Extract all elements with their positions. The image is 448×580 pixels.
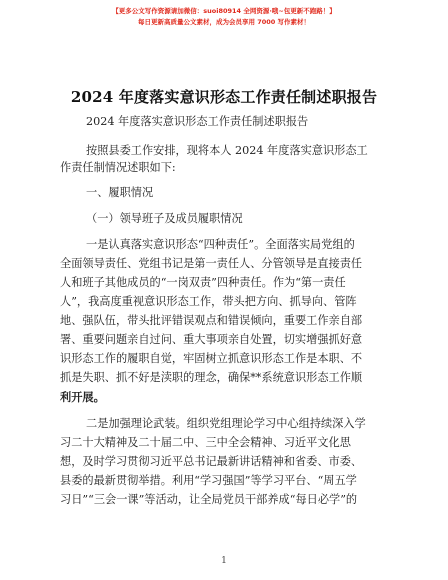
body-line: 地、强队伍，带头批评错误观点和错误倾向，重要工作亲自部: [60, 314, 363, 327]
body-line: 人”，我高度重视意识形态工作，带头把方向、抓导向、管阵: [60, 295, 357, 308]
body-line: 利开展。: [60, 390, 105, 404]
banner-line-1: 【更多公文写作资源请加微信：suoi80914 全网资源·哦~包更新不跑路！】: [112, 7, 336, 15]
body-line: 二是加强理论武装。组织党组理论学习中心组持续深入学: [86, 417, 366, 430]
body-line: 署、重要问题亲自过问、重大事项亲自处置，切实增强抓好意: [60, 333, 363, 346]
body-line: 县委的最新贯彻举措。利用“学习强国”等学习平台、“周五学: [60, 474, 357, 487]
body-line: 作责任制情况述职如下:: [60, 161, 176, 174]
body-line: 习日”“三会一课”等活动，让全局党员干部养成“每日必学”的: [60, 493, 358, 506]
body-line: 人和班子其他成员的“一岗双责”四种责任。作为“第一责任: [60, 276, 346, 289]
document-title: 2024 年度落实意识形态工作责任制述职报告: [70, 88, 378, 106]
body-line: 想，及时学习贯彻习近平总书记最新讲话精神和省委、市委、: [60, 455, 363, 468]
body-line: 按照县委工作安排，现将本人 2024 年度落实意识形态工: [86, 144, 368, 157]
body-line: 识形态工作的履职自觉，牢固树立抓意识形态工作是本职、不: [60, 352, 363, 365]
subsection-heading: （一）领导班子及成员履职情况: [86, 212, 243, 225]
body-line: 抓是失职、抓不好是渎职的理念，确保**系统意识形态工作顺: [60, 371, 363, 384]
body-line: 习二十大精神及二十届二中、三中全会精神、习近平文化思: [60, 436, 351, 449]
body-line: 全面领导责任、党组书记是第一责任人、分管领导是直接责任: [60, 257, 363, 270]
banner-line-2: 每日更新高质量公文素材，成为会员享用 7000 写作素材！: [137, 18, 311, 26]
page-number: 1: [221, 556, 227, 566]
header-banner: [0, 6, 448, 28]
document-subtitle: 2024 年度落实意识形态工作责任制述职报告: [86, 115, 309, 128]
section-heading: 一、履职情况: [86, 186, 154, 199]
body-line: 一是认真落实意识形态“四种责任”。全面落实局党组的: [86, 238, 355, 251]
